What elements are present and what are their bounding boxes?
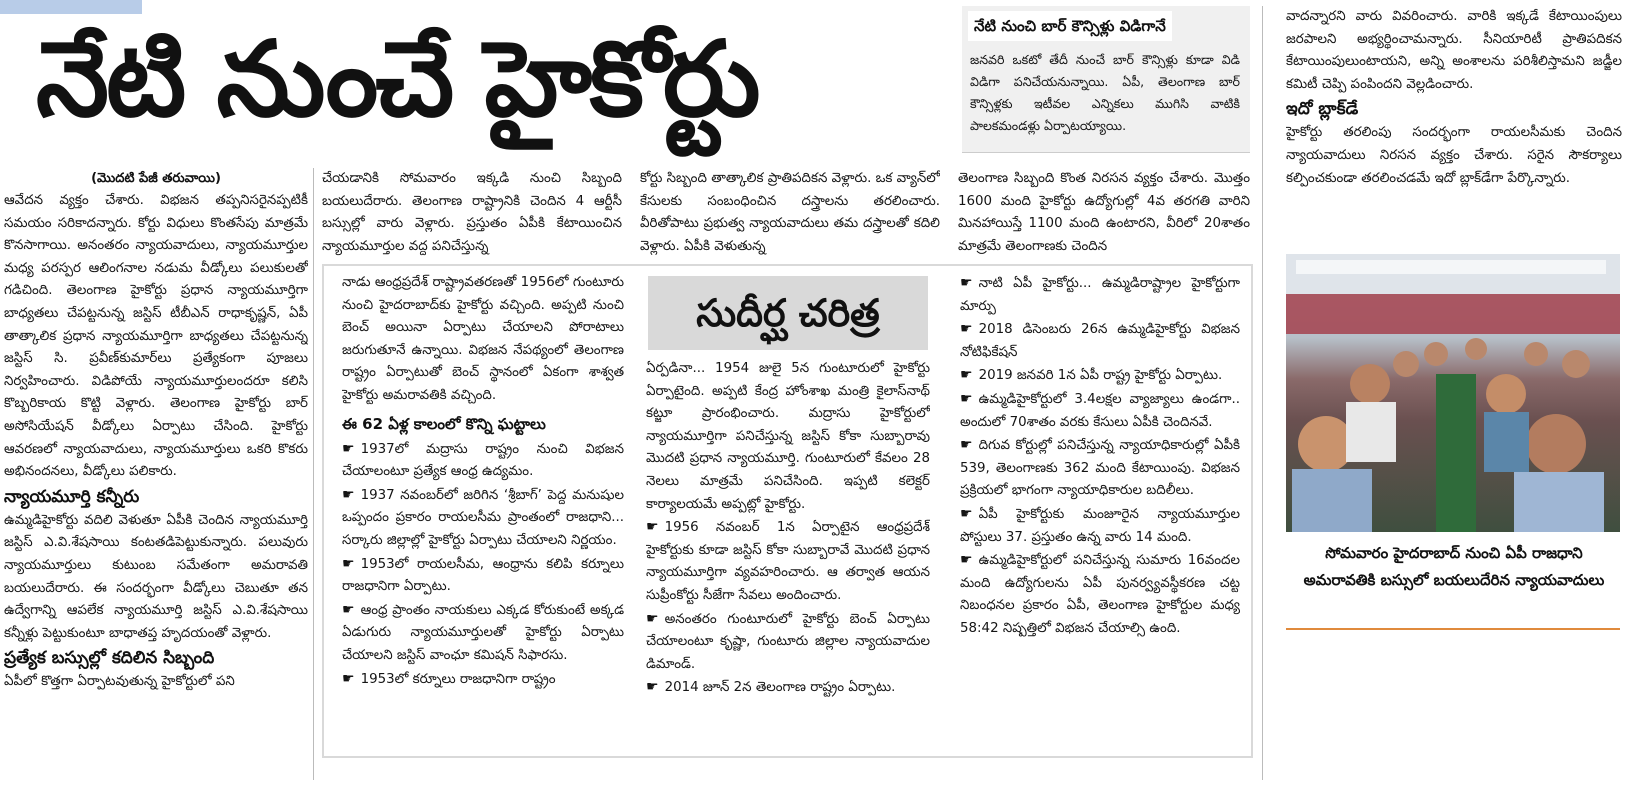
box-mid: ఏర్పడినా... 1954 జులై 5న గుంటూరులో హైకోర్టు ఏర్పాటైంది. అప్పటి కేంద్ర హోంశాఖ మంత్రి కైలాస్‌నాథ్ కట్జూ ప్రారంభించారు. మద్రాసు హైకోర్టులో న్యాయమూర్తిగా పనిచేస్తున్న జస్టిస్ కోకా సుబ్బారావు మొదటి ప్రధాన న్యాయమూర్తి. గుంటూరులో కేవలం 28 నెలలు మాత్రమే పనిచేసింది. ఇప్పటి కలెక్టర్ కార్యాలయమే అప్పట్లో హైకోర్టు. bbox=[646, 361, 930, 512]
timeline-text: 2019 జనవరి 1న ఏపీ రాష్ట్ర హైకోర్టు ఏర్పాటు. bbox=[978, 368, 1223, 384]
pointing-hand-icon: ☛ bbox=[342, 555, 355, 572]
timeline-text: 1937 నవంబర్‌లో జరిగిన ‘శ్రీబాగ్’ పెద్ద మనుషుల ఒప్పందం ప్రకారం రాయలసీమ ప్రాంతంలో రాజధాని... సర్కారు జిల్లాల్లో హైకోర్టు ఏర్పాటు చేయాలని నిర్ణయం. bbox=[342, 487, 624, 548]
timeline-item bbox=[342, 484, 624, 553]
timeline-text: 1937లో మద్రాసు రాష్ట్రం నుంచి విభజన చేయాలంటూ ప్రత్యేక ఆంధ్ర ఉద్యమం. bbox=[342, 441, 624, 480]
subhead-tears: న్యాయమూర్తి కన్నీరు bbox=[4, 486, 140, 507]
box-col-b bbox=[646, 358, 930, 750]
col2-top-text: చేయడానికి సోమవారం ఇక్కడి నుంచి సిబ్బంది బయలుదేరారు. తెలంగాణ రాష్ట్రానికి చెందిన 4 ఆర్టీసీ బస్సుల్లో వారు వెళ్లారు. ప్రస్తుతం ఏపీకి కేటాయించిన న్యాయమూర్తుల వద్ద పనిచేస్తున్న bbox=[322, 171, 622, 254]
subhead-blackday: ఇదో బ్లాక్‌డే bbox=[1286, 99, 1359, 120]
headline: నేటి నుంచే హైకోర్టు bbox=[36, 18, 758, 140]
column-3-top bbox=[640, 168, 940, 256]
pointing-hand-icon: ☛ bbox=[960, 275, 973, 291]
timeline-text: 2014 జూన్ 2న తెలంగాణ రాష్ట్రం ఏర్పాటు. bbox=[664, 680, 896, 696]
sidebar-box bbox=[962, 6, 1250, 153]
pointing-hand-icon: ☛ bbox=[646, 519, 659, 536]
box-title: సుదీర్ఘ చరిత్ర bbox=[696, 291, 880, 335]
timeline-text: 1956 నవంబర్ 1న ఏర్పాటైన ఆంధ్రప్రదేశ్ హైకోర్టుకు కూడా జస్టిస్ కోకా సుబ్బారావే మొదటి ప్రధాన న్యాయమూర్తిగా వ్యవహరించారు. ఆ తర్వాత ఆయన సుప్రీంకోర్టు సీజేగా సేవలు అందించారు. bbox=[646, 520, 930, 603]
photo-caption: సోమవారం హైదరాబాద్ నుంచి ఏపీ రాజధాని అమరావతికి బస్సులో బయలుదేరిన న్యాయవాదులు bbox=[1303, 544, 1605, 589]
col3-top-text: కోర్టు సిబ్బంది తాత్కాలిక ప్రాతిపదికన వెళ్లారు. ఒక వ్యాన్‌లో కేసులకు సంబంధించిన దస్త్రాలను తరలించారు. వీరితోపాటు ప్రభుత్వ న్యాయవాదులు తమ దస్త్రాలతో కదిలి వెళ్లారు. ఏపీకి వెళుతున్న bbox=[640, 171, 940, 254]
pointing-hand-icon: ☛ bbox=[342, 670, 355, 687]
pointing-hand-icon: ☛ bbox=[960, 437, 973, 454]
pointing-hand-icon: ☛ bbox=[960, 321, 973, 338]
timeline-item bbox=[960, 434, 1240, 503]
timeline-item bbox=[960, 364, 1240, 388]
caption-rule bbox=[1286, 628, 1620, 630]
timeline-item bbox=[646, 608, 930, 677]
column-4-top bbox=[958, 168, 1250, 256]
timeline-text: ఆంధ్ర ప్రాంతం నాయకులు ఎక్కడ కోరుకుంటే అక్కడ ఏడుగురు న్యాయమూర్తులతో హైకోర్టు ఏర్పాటు చేయాలని జస్టిస్ వాంఛూ కమిషన్ సిఫారసు. bbox=[342, 602, 624, 663]
pointing-hand-icon: ☛ bbox=[342, 486, 355, 503]
continued-note: (మొదటి పేజీ తరువాయి) bbox=[91, 171, 221, 186]
timeline-text: దిగువ కోర్టుల్లో పనిచేస్తున్న న్యాయాధికారుల్లో ఏపీకి 539, తెలంగాణకు 362 మంది కేటాయింపు. విభజన ప్రక్రియలో భాగంగా న్యాయాధికారుల బదిలీలు. bbox=[960, 438, 1240, 499]
timeline-text: 1953లో రాయలసీమ, ఆంధ్రాను కలిపి కర్నూలు రాజధానిగా ఏర్పాటు. bbox=[342, 556, 624, 595]
timeline-item bbox=[960, 318, 1240, 364]
box-subhead: ఈ 62 ఏళ్ల కాలంలో కొన్ని ఘట్టాలు bbox=[342, 414, 546, 433]
timeline-text: 1953లో కర్నూలు రాజధానిగా రాష్ట్రం bbox=[360, 671, 556, 687]
timeline-item bbox=[342, 599, 624, 668]
pointing-hand-icon: ☛ bbox=[960, 367, 973, 384]
timeline-item bbox=[342, 438, 624, 484]
box-title-banner bbox=[648, 276, 928, 350]
timeline-item bbox=[646, 676, 930, 700]
timeline-item bbox=[960, 549, 1240, 640]
col5-para2: హైకోర్టు తరలింపు సందర్భంగా రాయలసీమకు చెందిన న్యాయవాదులు నిరసన వ్యక్తం చేశారు. సరైన సౌకర్యాలు కల్పించకుండా తరలించడమే ఇదో బ్లాక్‌డేగా పేర్కొన్నారు. bbox=[1286, 125, 1622, 186]
pointing-hand-icon: ☛ bbox=[960, 552, 973, 569]
subhead-buses: ప్రత్యేక బస్సుల్లో కదిలిన సిబ్బంది bbox=[4, 648, 215, 669]
box-col-a bbox=[342, 272, 624, 752]
timeline-item bbox=[960, 503, 1240, 549]
col1-para2: ఉమ్మడిహైకోర్టు వదిలి వెళుతూ ఏపీకి చెందిన న్యాయమూర్తి జస్టిస్ ఎ.వి.శేషసాయి కంటతడిపెట్టుకున్నారు. పలువురు న్యాయమూర్తులు కుటుంబ సమేతంగా అమరావతి బయలుదేరారు. ఈ సందర్భంగా వీడ్కోలు చెబుతూ తన ఉద్వేగాన్ని ఆపలేక న్యాయమూర్తి జస్టిస్ ఎ.వి.శేషసాయి కన్నీళ్లు పెట్టుకుంటూ బాధాతప్త హృదయంతో వెళ్లారు. bbox=[4, 512, 308, 641]
column-5 bbox=[1286, 6, 1622, 246]
pointing-hand-icon: ☛ bbox=[646, 679, 659, 696]
col1-para3: ఏపీలో కొత్తగా ఏర్పాటవుతున్న హైకోర్టులో పని bbox=[4, 674, 235, 690]
pointing-hand-icon: ☛ bbox=[342, 440, 355, 457]
box-intro: నాడు ఆంధ్రప్రదేశ్ రాష్ట్రావతరణతో 1956లో గుంటూరు నుంచి హైదరాబాద్‌కు హైకోర్టు వచ్చింది. అప్పటి నుంచి బెంచ్ అయినా ఏర్పాటు చేయాలని పోరాటాలు జరుగుతూనే ఉన్నాయి. విభజన నేపథ్యంలో తెలంగాణ రాష్ట్రం ఏర్పాటుతో బెంచ్ స్థానంలో ఏకంగా శాశ్వత హైకోర్టు అమరావతికి వచ్చింది. bbox=[342, 275, 624, 403]
col5-para1: వాదన్నారని వారు వివరించారు. వారికి ఇక్కడే కేటాయింపులు జరపాలని అభ్యర్థించామన్నారు. సీనియారిటీ ప్రాతిపదికన కేటాయింపులుంటాయని, అన్ని అంశాలను పరిశీలిస్తామని జడ్జీల కమిటీ చెప్పి పంపిందని వెల్లడించారు. bbox=[1286, 9, 1622, 92]
timeline-item bbox=[342, 553, 624, 599]
column-divider bbox=[313, 168, 314, 780]
bus-interior-illustration bbox=[1286, 254, 1620, 532]
timeline-text: అనంతరం గుంటూరులో హైకోర్టు బెంచ్ ఏర్పాటు చేయాలంటూ కృష్ణా, గుంటూరు జిల్లాల న్యాయవాదుల డిమాండ్. bbox=[646, 611, 930, 672]
column-1 bbox=[4, 168, 308, 783]
timeline-item bbox=[342, 668, 624, 692]
timeline-text: ఉమ్మడిహైకోర్టులో 3.4లక్షల వ్యాజ్యాలు ఉండగా.. అందులో 70శాతం వరకు కేసులు ఏపీకి చెందినవే. bbox=[960, 391, 1240, 430]
bus-photo bbox=[1286, 254, 1620, 532]
timeline-text: ఏపీ హైకోర్టుకు మంజూరైన న్యాయమూర్తుల పోస్టులు 37. ప్రస్తుతం ఉన్న వారు 14 మంది. bbox=[960, 506, 1240, 545]
sidebar-text: జనవరి ఒకటో తేదీ నుంచే బార్ కౌన్సిళ్లు కూడా విడి విడిగా పనిచేయనున్నాయి. ఏపీ, తెలంగాణ బార్ కౌన్సిళ్లకు ఇటీవల ఎన్నికలు ముగిసి వాటికి పాలకమండళ్లు ఏర్పాటయ్యాయి. bbox=[970, 52, 1240, 133]
timeline-text: 2018 డిసెంబరు 26న ఉమ్మడిహైకోర్టు విభజన నోటిఫికేషన్ bbox=[960, 322, 1240, 360]
column-2-top bbox=[322, 168, 622, 256]
column-divider bbox=[1262, 6, 1263, 780]
col4-top-text: తెలంగాణ సిబ్బంది కొంత నిరసన వ్యక్తం చేశారు. మొత్తం 1600 మంది హైకోర్టు ఉద్యోగుల్లో 4వ తరగతి వారిని మినహాయిస్తే 1100 మంది ఉంటారని, వీరిలో 20శాతం మాత్రమే తెలంగాణకు చెందిన bbox=[958, 171, 1250, 254]
history-box bbox=[322, 264, 1253, 758]
pointing-hand-icon: ☛ bbox=[342, 601, 355, 618]
timeline-item bbox=[646, 516, 930, 607]
pointing-hand-icon: ☛ bbox=[960, 390, 973, 407]
timeline-item bbox=[960, 388, 1240, 434]
timeline-item bbox=[960, 272, 1240, 318]
sidebar-title: నేటి నుంచి బార్ కౌన్సిళ్లు విడిగానే bbox=[968, 11, 1172, 41]
box-col-c bbox=[960, 272, 1240, 752]
pointing-hand-icon: ☛ bbox=[960, 505, 973, 522]
pointing-hand-icon: ☛ bbox=[646, 610, 659, 627]
timeline-text: ఉమ్మడిహైకోర్టులో పనిచేస్తున్న సుమారు 16వందల మంది ఉద్యోగులను ఏపీ పునర్వ్యవస్థీకరణ చట్ట నిబంధనల ప్రకారం ఏపీ, తెలంగాణ హైకోర్టుల మధ్య 58:42 నిష్పత్తిలో విభజన చేయాల్సి ఉంది. bbox=[960, 553, 1240, 636]
col1-para1: ఆవేదన వ్యక్తం చేశారు. విభజన తప్పనిసరైనప్పటికీ సమయం సరికాదన్నారు. కోర్టు విధులు కొంతసేపు మాత్రమే కొనసాగాయి. అనంతరం న్యాయవాదులు, న్యాయమూర్తుల మధ్య పరస్పర ఆలింగనాల నడుమ వీడ్కోలు పలుకులతో గడిచింది. తెలంగాణ హైకోర్టు ప్రధాన న్యాయమూర్తిగా బాధ్యతలు చేపట్టనున్న జస్టిస్ టీబీఎన్ రాధాకృష్ణన్, ఏపీ తాత్కాలిక ప్రధాన న్యాయమూర్తిగా బాధ్యతలు చేపట్టనున్న జస్టిస్ సి. ప్రవీణ్‌కుమార్‌లు ప్రత్యేకంగా పూజలు నిర్వహించారు. విడిపోయే న్యాయమూర్తులందరూ కలిసి కొబ్బరికాయ కొట్టి వెళ్లారు. తెలంగాణ హైకోర్టు బార్ అసోసియేషన్ వీడ్కోలు ఏర్పాటు చేసింది. హైకోర్టు ఆవరణలో న్యాయవాదులు, న్యాయమూర్తులు ఒకరి కొకరు అభినందనలు, వీడ్కోలు పలికారు. bbox=[4, 193, 308, 480]
timeline-text: నాటి ఏపీ హైకోర్టు... ఉమ్మడిరాష్ట్రాల హైకోర్టుగా మార్పు bbox=[960, 276, 1240, 314]
